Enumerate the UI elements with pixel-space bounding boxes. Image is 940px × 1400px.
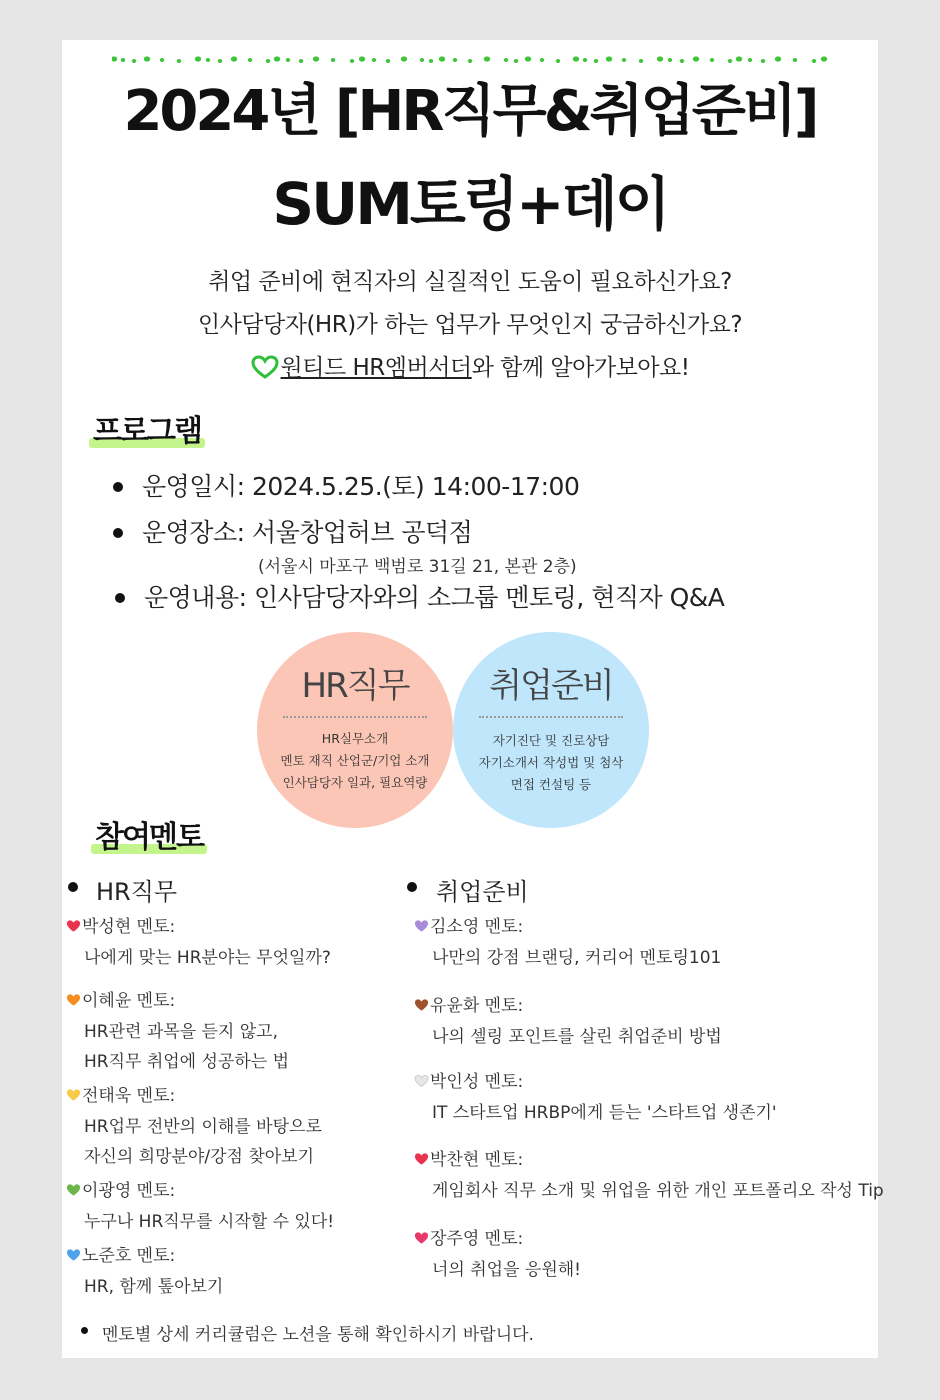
heart-icon [66,919,81,933]
ambassador-link[interactable]: 원티드 HR엠버서더 [280,355,472,381]
mentor-name: 이광영 멘토: [66,1180,175,1202]
program-date: 운영일시: 2024.5.25.(토) 14:00-17:00 [142,472,580,501]
heart-icon [414,919,429,933]
circle-line: 인사담당자 일과, 필요역량 [282,775,428,790]
program-heading: 프로그램 [93,406,201,450]
green-heart-icon [251,355,279,379]
job-column-heading: 취업준비 [436,878,529,906]
intro-line-2: 인사담당자(HR)가 하는 업무가 무엇인지 궁금하신가요? [197,312,743,338]
poster-card [62,40,884,1358]
mentor-name: 박인성 멘토: [414,1071,523,1093]
heart-icon [414,1152,429,1166]
mentor-topic: 나만의 강점 브랜딩, 커리어 멘토링101 [432,948,722,968]
mentor-topic: HR직무 취업에 성공하는 법 [84,1052,290,1072]
circle-line: 면접 컨설팅 등 [510,777,592,792]
program-place: 운영장소: 서울창업허브 공덕점 [142,518,473,547]
mentor-topic: HR업무 전반의 이해를 바탕으로 [84,1117,322,1137]
hr-column-heading: HR직무 [96,878,178,906]
bullet [407,882,417,892]
circle-title: 취업준비 [489,666,613,706]
mentor-topic: 나의 셀링 포인트를 살린 취업준비 방법 [432,1027,722,1047]
intro-line-3-rest: 와 함께 알아가보아요! [471,355,690,381]
mentor-name: 전태욱 멘토: [66,1085,175,1107]
mentor-topic: 너의 취업을 응원해! [432,1260,581,1280]
heart-icon [66,1088,81,1102]
mentor-name: 박성현 멘토: [66,916,175,938]
circle-line: HR실무소개 [321,731,389,746]
bullet [115,593,125,603]
heart-icon [414,1074,429,1088]
mentor-name: 김소영 멘토: [414,916,523,938]
heart-icon [66,1248,81,1262]
mentor-topic: 게임회사 직무 소개 및 위업을 위한 개인 포트폴리오 작성 Tip [432,1181,884,1201]
mentor-topic: IT 스타트업 HRBP에게 듣는 '스타트업 생존기' [432,1103,777,1123]
circle-line: 자기진단 및 진로상담 [492,733,610,748]
hr-job-circle [257,632,453,828]
intro-line-1: 취업 준비에 현직자의 실질적인 도움이 필요하신가요? [208,269,732,295]
heart-icon [66,993,81,1007]
mentor-name: 유윤화 멘토: [414,995,523,1017]
mentor-topic: HR, 함께 톺아보기 [84,1277,224,1297]
bullet [68,882,78,892]
heart-icon [414,1231,429,1245]
job-prep-circle [453,632,649,828]
circle-title: HR직무 [301,666,409,706]
circle-line: 멘토 재직 산업군/기업 소개 [280,753,430,768]
mentor-topic: 누구나 HR직무를 시작할 수 있다! [84,1212,335,1232]
mentor-name: 박찬현 멘토: [414,1149,523,1171]
mentor-topic: HR관련 과목을 듣지 않고, [84,1022,279,1042]
circle-line: 자기소개서 작성법 및 첨삭 [478,755,624,770]
bullet [113,482,123,492]
intro-line-3 [62,353,878,383]
bullet [81,1327,88,1334]
heart-icon [414,998,429,1012]
heart-icon [66,1183,81,1197]
title-line-1: 2024년 [HR직무&취업준비] [123,79,817,144]
footer-note: 멘토별 상세 커리큘럼은 노션을 통해 확인하시기 바랍니다. [102,1325,534,1345]
bullet [113,528,123,538]
mentor-topic: 자신의 희망분야/강점 찾아보기 [84,1147,315,1167]
mentors-heading: 참여멘토 [95,812,203,856]
program-content: 운영내용: 인사담당자와의 소그룹 멘토링, 현직자 Q&A [144,583,725,612]
mentor-name: 이혜윤 멘토: [66,990,175,1012]
program-address: (서울시 마포구 백범로 31길 21, 본관 2층) [258,557,577,577]
mentor-name: 장주영 멘토: [414,1228,523,1250]
mentor-topic: 나에게 맞는 HR분야는 무엇일까? [84,948,331,968]
mentor-name: 노준호 멘토: [66,1245,175,1267]
decorative-dots [112,53,832,67]
title-line-2: SUM토링+데이 [272,170,668,238]
